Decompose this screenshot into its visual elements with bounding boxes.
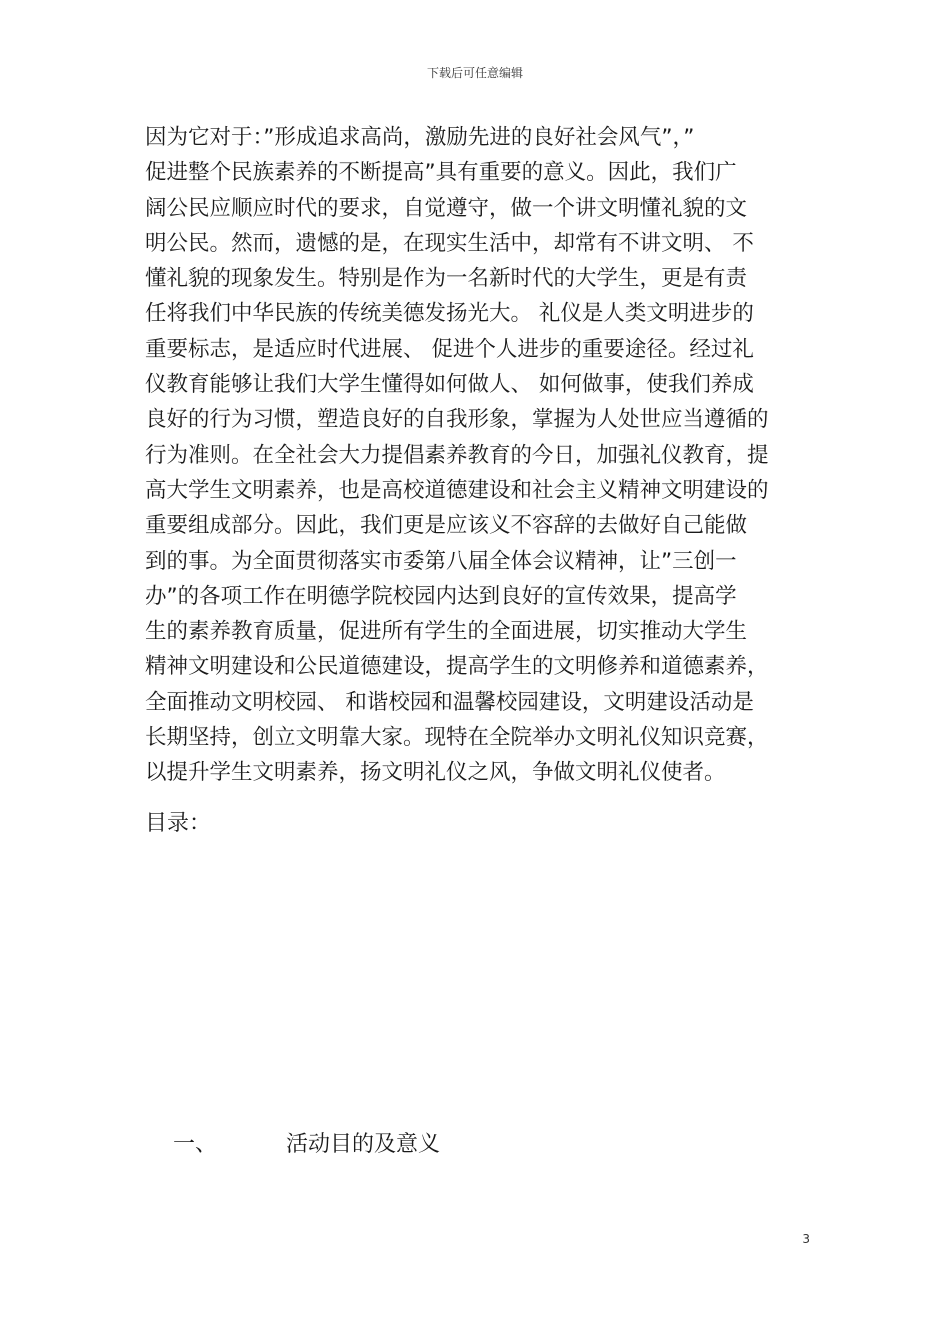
page-number: 3 — [802, 1232, 810, 1246]
paragraph-line: 长期坚持，创立文明靠大家。现特在全院举办文明礼仪知识竞赛， — [145, 725, 769, 751]
paragraph-line: 重要标志，是适应时代进展、 促进个人进步的重要途径。经过礼 — [145, 336, 754, 362]
section-title: 活动目的及意义 — [285, 1132, 440, 1157]
section-number: 一、 — [172, 1132, 217, 1157]
paragraph-line: 懂礼貌的现象发生。特别是作为一名新时代的大学生，更是有责 — [145, 266, 748, 292]
paragraph-line: 仪教育能够让我们大学生懂得如何做人、 如何做事，使我们养成 — [145, 372, 754, 398]
header-note: 下载后可任意编辑 — [426, 66, 523, 80]
section-heading — [145, 1092, 545, 1197]
paragraph-line: 促进整个民族素养的不断提高”具有重要的意义。因此，我们广 — [145, 160, 737, 186]
paragraph-line: 重要组成部分。因此，我们更是应该义不容辞的去做好自己能做 — [145, 513, 748, 539]
paragraph-line: 明公民。然而，遗憾的是，在现实生活中，却常有不讲文明、 不 — [145, 230, 754, 256]
paragraph-line: 以提升学生文明素养，扬文明礼仪之风，争做文明礼仪使者。 — [145, 760, 726, 786]
paragraph-line: 高大学生文明素养，也是高校道德建设和社会主义精神文明建设的 — [145, 477, 769, 503]
paragraph-line: 全面推动文明校园、 和谐校园和温馨校园建设，文明建设活动是 — [145, 689, 754, 715]
toc-label: 目录： — [145, 811, 212, 836]
paragraph-line: 办”的各项工作在明德学院校园内达到良好的宣传效果，提高学 — [145, 583, 737, 609]
paragraph-line: 阔公民应顺应时代的要求，自觉遵守，做一个讲文明懂礼貌的文 — [145, 195, 748, 221]
body-paragraph — [145, 120, 810, 791]
paragraph-line: 精神文明建设和公民道德建设，提高学生的文明修养和道德素养， — [145, 654, 769, 680]
paragraph-line: 良好的行为习惯，塑造良好的自我形象，掌握为人处世应当遵循的 — [145, 407, 769, 433]
paragraph-line: 到的事。为全面贯彻落实市委第八届全体会议精神，让”三创一 — [145, 548, 737, 574]
paragraph-line: 任将我们中华民族的传统美德发扬光大。 礼仪是人类文明进步的 — [145, 301, 754, 327]
paragraph-line: 因为它对于：”形成追求高尚，激励先进的良好社会风气”，” — [145, 125, 695, 150]
paragraph-line: 生的素养教育质量，促进所有学生的全面进展，切实推动大学生 — [145, 619, 748, 645]
paragraph-line: 行为准则。在全社会大力提倡素养教育的今日，加强礼仪教育，提 — [145, 442, 769, 468]
